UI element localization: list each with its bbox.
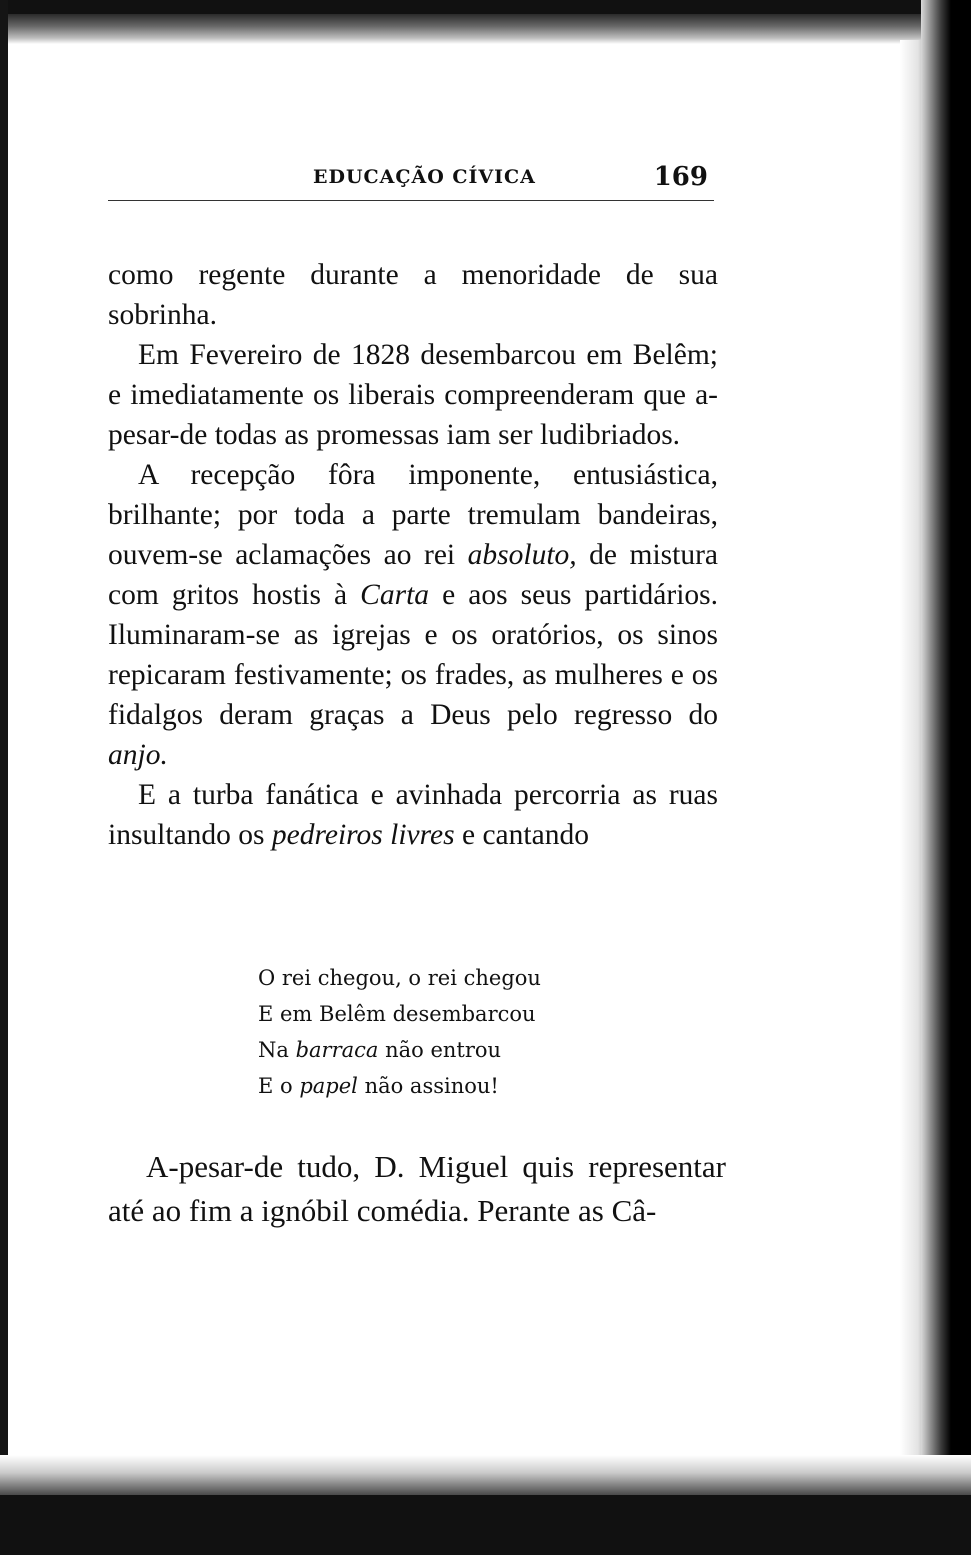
- body-text: [108, 255, 718, 855]
- paragraph: [108, 775, 718, 855]
- text-run: Em Fevereiro de 1828 desembarcou em Belêm; e imediatamente os liberais compreenderam que a-pesar-de todas as promessas iam ser ludibriados.: [108, 339, 718, 451]
- italic-text: pedreiros livres: [271, 819, 455, 851]
- text-run: A-pesar-de tudo, D. Miguel quis representar até ao fim a ignóbil comédia. Perante as Câ-: [108, 1149, 726, 1228]
- italic-text: barraca: [295, 1038, 379, 1062]
- verse-quote: [258, 960, 678, 1104]
- italic-text: anjo.: [108, 739, 168, 771]
- running-title: EDUCAÇÃO CÍVICA: [313, 166, 536, 188]
- text-run: não entrou: [378, 1038, 502, 1062]
- text-run: como regente durante a menoridade de sua sobrinha.: [108, 259, 718, 331]
- running-header: [108, 160, 714, 201]
- italic-text: Carta: [360, 579, 430, 611]
- text-run: e cantando: [454, 819, 589, 851]
- scan-shadow-bottom: [0, 1455, 971, 1495]
- closing-text: [108, 1145, 726, 1233]
- scan-shadow-top: [0, 14, 971, 44]
- text-run: A recepção fôra imponente, entusiástica, brilhante; por toda a parte tremulam bandeiras, ouvem-se aclamações ao rei: [108, 459, 718, 571]
- verse-line: [258, 996, 678, 1032]
- scan-edge-top: [0, 0, 971, 14]
- text-run: não assinou!: [357, 1074, 499, 1098]
- scan-edge-right: [921, 0, 971, 1555]
- italic-text: absoluto,: [467, 539, 577, 571]
- paragraph: [108, 335, 718, 455]
- text-run: de mistura com gritos hostis à: [108, 539, 718, 611]
- paragraph: [108, 455, 718, 775]
- scan-edge-left: [0, 0, 8, 1555]
- text-run: E a turba fanática e avinhada percorria as ruas insultando os: [108, 779, 718, 851]
- italic-text: papel: [299, 1074, 358, 1098]
- verse-line: [258, 1032, 678, 1068]
- scan-edge-bottom: [0, 1495, 971, 1555]
- verse-line: [258, 1068, 678, 1104]
- text-run: e aos seus partidários. Iluminaram-se as igrejas e os oratórios, os sinos repicaram festivamente; os frades, as mulheres e os fidalgos deram graças a Deus pelo regresso do: [108, 579, 719, 731]
- paragraph: [108, 255, 718, 335]
- text-run: E em Belêm desembarcou: [258, 1002, 536, 1026]
- text-run: O rei chegou, o rei chegou: [258, 966, 541, 990]
- text-run: E o: [258, 1074, 300, 1098]
- verse-line: [258, 960, 678, 996]
- closing-paragraph: [108, 1145, 726, 1233]
- page-number: 169: [653, 162, 708, 192]
- text-run: Na: [258, 1038, 296, 1062]
